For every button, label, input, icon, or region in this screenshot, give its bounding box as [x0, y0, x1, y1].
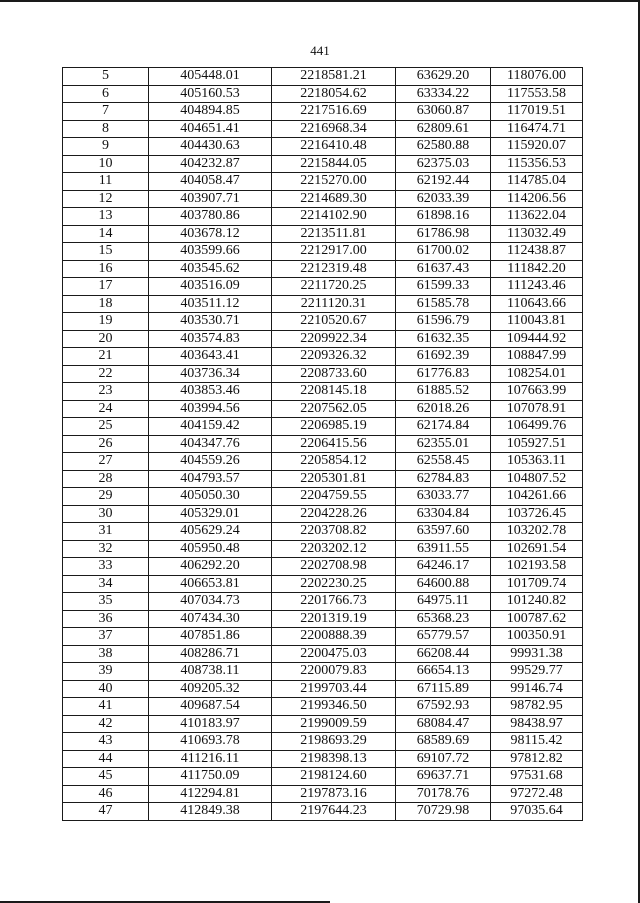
table-cell: 2204759.55 [272, 488, 396, 506]
table-cell: 404232.87 [149, 155, 272, 173]
table-body [63, 68, 583, 821]
table-cell: 61700.02 [396, 243, 491, 261]
table-cell: 2216410.48 [272, 138, 396, 156]
table-cell: 13 [63, 208, 149, 226]
coordinate-table [62, 67, 583, 821]
table-cell: 404159.42 [149, 418, 272, 436]
table-cell: 2199009.59 [272, 715, 396, 733]
table-cell: 403574.83 [149, 330, 272, 348]
table-cell: 117019.51 [491, 103, 583, 121]
table-cell: 98115.42 [491, 733, 583, 751]
table-cell: 2209922.34 [272, 330, 396, 348]
table-cell: 63597.60 [396, 523, 491, 541]
table-cell: 16 [63, 260, 149, 278]
table-cell: 41 [63, 698, 149, 716]
table-row [63, 103, 583, 121]
table-cell: 23 [63, 383, 149, 401]
table-cell: 61585.78 [396, 295, 491, 313]
table-row [63, 733, 583, 751]
table-cell: 35 [63, 593, 149, 611]
table-cell: 107663.99 [491, 383, 583, 401]
table-cell: 111243.46 [491, 278, 583, 296]
table-cell: 2206985.19 [272, 418, 396, 436]
table-cell: 63334.22 [396, 85, 491, 103]
table-cell: 2201766.73 [272, 593, 396, 611]
table-cell: 2215270.00 [272, 173, 396, 191]
table-cell: 2199346.50 [272, 698, 396, 716]
table-row [63, 540, 583, 558]
table-cell: 112438.87 [491, 243, 583, 261]
table-cell: 102193.58 [491, 558, 583, 576]
table-cell: 47 [63, 803, 149, 821]
table-cell: 407434.30 [149, 610, 272, 628]
table-row [63, 190, 583, 208]
table-cell: 62580.88 [396, 138, 491, 156]
table-cell: 67115.89 [396, 680, 491, 698]
table-cell: 404559.26 [149, 453, 272, 471]
table-cell: 19 [63, 313, 149, 331]
table-cell: 113622.04 [491, 208, 583, 226]
table-cell: 63304.84 [396, 505, 491, 523]
table-cell: 403511.12 [149, 295, 272, 313]
table-cell: 110643.66 [491, 295, 583, 313]
table-row [63, 330, 583, 348]
table-cell: 36 [63, 610, 149, 628]
table-cell: 61596.79 [396, 313, 491, 331]
table-cell: 2202230.25 [272, 575, 396, 593]
table-cell: 99529.77 [491, 663, 583, 681]
table-row [63, 138, 583, 156]
table-cell: 39 [63, 663, 149, 681]
table-cell: 2207562.05 [272, 400, 396, 418]
table-row [63, 715, 583, 733]
table-cell: 114785.04 [491, 173, 583, 191]
table-cell: 11 [63, 173, 149, 191]
table-cell: 405950.48 [149, 540, 272, 558]
table-row [63, 208, 583, 226]
table-cell: 62809.61 [396, 120, 491, 138]
table-cell: 9 [63, 138, 149, 156]
table-cell: 404347.76 [149, 435, 272, 453]
table-cell: 62558.45 [396, 453, 491, 471]
table-cell: 65779.57 [396, 628, 491, 646]
table-row [63, 610, 583, 628]
table-cell: 409205.32 [149, 680, 272, 698]
table-cell: 2208145.18 [272, 383, 396, 401]
scan-border-top [0, 0, 640, 2]
table-row [63, 470, 583, 488]
table-cell: 61885.52 [396, 383, 491, 401]
table-cell: 404894.85 [149, 103, 272, 121]
table-cell: 403516.09 [149, 278, 272, 296]
table-row [63, 225, 583, 243]
table-cell: 63033.77 [396, 488, 491, 506]
table-cell: 40 [63, 680, 149, 698]
table-row [63, 365, 583, 383]
table-cell: 97272.48 [491, 785, 583, 803]
table-cell: 403599.66 [149, 243, 272, 261]
table-cell: 409687.54 [149, 698, 272, 716]
table-cell: 404793.57 [149, 470, 272, 488]
table-cell: 62174.84 [396, 418, 491, 436]
table-cell: 61632.35 [396, 330, 491, 348]
table-cell: 403736.34 [149, 365, 272, 383]
table-cell: 62018.26 [396, 400, 491, 418]
table-cell: 97812.82 [491, 750, 583, 768]
table-cell: 64975.11 [396, 593, 491, 611]
table-cell: 22 [63, 365, 149, 383]
table-cell: 98438.97 [491, 715, 583, 733]
table-cell: 2217516.69 [272, 103, 396, 121]
table-row [63, 575, 583, 593]
table-cell: 66208.44 [396, 645, 491, 663]
table-cell: 103726.45 [491, 505, 583, 523]
table-cell: 8 [63, 120, 149, 138]
table-cell: 103202.78 [491, 523, 583, 541]
table-cell: 65368.23 [396, 610, 491, 628]
table-row [63, 173, 583, 191]
table-cell: 2198124.60 [272, 768, 396, 786]
table-row [63, 120, 583, 138]
table-cell: 24 [63, 400, 149, 418]
table-row [63, 453, 583, 471]
table-row [63, 680, 583, 698]
table-cell: 2203708.82 [272, 523, 396, 541]
table-cell: 2205301.81 [272, 470, 396, 488]
table-cell: 7 [63, 103, 149, 121]
table-cell: 404058.47 [149, 173, 272, 191]
table-cell: 61898.16 [396, 208, 491, 226]
table-cell: 403530.71 [149, 313, 272, 331]
table-cell: 110043.81 [491, 313, 583, 331]
table-cell: 405448.01 [149, 68, 272, 86]
table-cell: 70178.76 [396, 785, 491, 803]
table-cell: 101709.74 [491, 575, 583, 593]
table-cell: 2199703.44 [272, 680, 396, 698]
table-row [63, 558, 583, 576]
table-cell: 61692.39 [396, 348, 491, 366]
table-cell: 410693.78 [149, 733, 272, 751]
table-cell: 403907.71 [149, 190, 272, 208]
table-cell: 2210520.67 [272, 313, 396, 331]
table-cell: 43 [63, 733, 149, 751]
table-cell: 99146.74 [491, 680, 583, 698]
table-cell: 107078.91 [491, 400, 583, 418]
table-cell: 115920.07 [491, 138, 583, 156]
table-cell: 44 [63, 750, 149, 768]
table-cell: 108847.99 [491, 348, 583, 366]
table-row [63, 505, 583, 523]
table-cell: 115356.53 [491, 155, 583, 173]
table-cell: 412849.38 [149, 803, 272, 821]
table-row [63, 803, 583, 821]
table-row [63, 243, 583, 261]
table-cell: 62033.39 [396, 190, 491, 208]
table-row [63, 418, 583, 436]
table-cell: 104261.66 [491, 488, 583, 506]
table-row [63, 663, 583, 681]
table-cell: 61776.83 [396, 365, 491, 383]
table-row [63, 768, 583, 786]
table-cell: 404651.41 [149, 120, 272, 138]
table-row [63, 85, 583, 103]
table-cell: 114206.56 [491, 190, 583, 208]
table-cell: 108254.01 [491, 365, 583, 383]
table-cell: 29 [63, 488, 149, 506]
table-cell: 6 [63, 85, 149, 103]
table-cell: 2205854.12 [272, 453, 396, 471]
table-cell: 61599.33 [396, 278, 491, 296]
table-cell: 38 [63, 645, 149, 663]
table-cell: 62375.03 [396, 155, 491, 173]
table-row [63, 488, 583, 506]
table-cell: 98782.95 [491, 698, 583, 716]
table-cell: 411750.09 [149, 768, 272, 786]
table-cell: 2200475.03 [272, 645, 396, 663]
table-cell: 62192.44 [396, 173, 491, 191]
table-cell: 406292.20 [149, 558, 272, 576]
table-cell: 2200079.83 [272, 663, 396, 681]
table-cell: 70729.98 [396, 803, 491, 821]
table-cell: 30 [63, 505, 149, 523]
table-cell: 68084.47 [396, 715, 491, 733]
table-row [63, 785, 583, 803]
table-cell: 15 [63, 243, 149, 261]
table-row [63, 698, 583, 716]
table-cell: 2200888.39 [272, 628, 396, 646]
table-row [63, 68, 583, 86]
table-cell: 101240.82 [491, 593, 583, 611]
table-cell: 2218581.21 [272, 68, 396, 86]
table-cell: 2216968.34 [272, 120, 396, 138]
table-cell: 2214102.90 [272, 208, 396, 226]
table-cell: 2203202.12 [272, 540, 396, 558]
table-cell: 2215844.05 [272, 155, 396, 173]
table-cell: 2208733.60 [272, 365, 396, 383]
table-cell: 410183.97 [149, 715, 272, 733]
table-row [63, 435, 583, 453]
table-cell: 403643.41 [149, 348, 272, 366]
table-cell: 12 [63, 190, 149, 208]
table-cell: 14 [63, 225, 149, 243]
table-cell: 403678.12 [149, 225, 272, 243]
table-cell: 63629.20 [396, 68, 491, 86]
table-cell: 403545.62 [149, 260, 272, 278]
table-cell: 2201319.19 [272, 610, 396, 628]
table-cell: 106499.76 [491, 418, 583, 436]
table-cell: 111842.20 [491, 260, 583, 278]
table-cell: 27 [63, 453, 149, 471]
table-cell: 64246.17 [396, 558, 491, 576]
table-cell: 109444.92 [491, 330, 583, 348]
table-cell: 406653.81 [149, 575, 272, 593]
table-cell: 2204228.26 [272, 505, 396, 523]
table-cell: 405629.24 [149, 523, 272, 541]
page-number: 441 [310, 43, 330, 58]
table-cell: 18 [63, 295, 149, 313]
table-cell: 411216.11 [149, 750, 272, 768]
table-cell: 113032.49 [491, 225, 583, 243]
table-cell: 104807.52 [491, 470, 583, 488]
table-cell: 2212319.48 [272, 260, 396, 278]
table-cell: 105363.11 [491, 453, 583, 471]
table-row [63, 383, 583, 401]
table-cell: 61786.98 [396, 225, 491, 243]
table-cell: 5 [63, 68, 149, 86]
table-cell: 2198398.13 [272, 750, 396, 768]
table-cell: 66654.13 [396, 663, 491, 681]
table-row [63, 750, 583, 768]
table-row [63, 348, 583, 366]
table-row [63, 400, 583, 418]
table-cell: 67592.93 [396, 698, 491, 716]
table-cell: 2206415.56 [272, 435, 396, 453]
table-cell: 33 [63, 558, 149, 576]
table-cell: 28 [63, 470, 149, 488]
table-cell: 102691.54 [491, 540, 583, 558]
table-row [63, 313, 583, 331]
table-cell: 10 [63, 155, 149, 173]
table-row [63, 523, 583, 541]
table-cell: 407034.73 [149, 593, 272, 611]
table-cell: 116474.71 [491, 120, 583, 138]
table-row [63, 645, 583, 663]
table-cell: 2197644.23 [272, 803, 396, 821]
table-row [63, 295, 583, 313]
table-cell: 2218054.62 [272, 85, 396, 103]
table-cell: 2211120.31 [272, 295, 396, 313]
table-cell: 404430.63 [149, 138, 272, 156]
table-cell: 26 [63, 435, 149, 453]
table-cell: 68589.69 [396, 733, 491, 751]
table-cell: 117553.58 [491, 85, 583, 103]
table-cell: 405050.30 [149, 488, 272, 506]
table-cell: 46 [63, 785, 149, 803]
table-cell: 403780.86 [149, 208, 272, 226]
table-row [63, 278, 583, 296]
table-cell: 42 [63, 715, 149, 733]
table-cell: 97531.68 [491, 768, 583, 786]
table-cell: 62784.83 [396, 470, 491, 488]
table-cell: 2214689.30 [272, 190, 396, 208]
table-cell: 34 [63, 575, 149, 593]
table-cell: 25 [63, 418, 149, 436]
table-cell: 408738.11 [149, 663, 272, 681]
table-cell: 32 [63, 540, 149, 558]
table-cell: 403994.56 [149, 400, 272, 418]
table-cell: 118076.00 [491, 68, 583, 86]
table-cell: 2209326.32 [272, 348, 396, 366]
table-cell: 20 [63, 330, 149, 348]
table-cell: 105927.51 [491, 435, 583, 453]
table-cell: 21 [63, 348, 149, 366]
table-cell: 100787.62 [491, 610, 583, 628]
table-cell: 61637.43 [396, 260, 491, 278]
table-cell: 99931.38 [491, 645, 583, 663]
table-cell: 17 [63, 278, 149, 296]
table-cell: 2202708.98 [272, 558, 396, 576]
table-cell: 63060.87 [396, 103, 491, 121]
table-cell: 405160.53 [149, 85, 272, 103]
table-cell: 63911.55 [396, 540, 491, 558]
table-cell: 2213511.81 [272, 225, 396, 243]
table-cell: 407851.86 [149, 628, 272, 646]
table-cell: 37 [63, 628, 149, 646]
table-row [63, 260, 583, 278]
table-row [63, 155, 583, 173]
table-cell: 408286.71 [149, 645, 272, 663]
table-cell: 69637.71 [396, 768, 491, 786]
table-row [63, 593, 583, 611]
table-cell: 64600.88 [396, 575, 491, 593]
table-cell: 69107.72 [396, 750, 491, 768]
table-cell: 62355.01 [396, 435, 491, 453]
table-cell: 405329.01 [149, 505, 272, 523]
table-cell: 2212917.00 [272, 243, 396, 261]
table-cell: 2211720.25 [272, 278, 396, 296]
table-cell: 403853.46 [149, 383, 272, 401]
table-cell: 97035.64 [491, 803, 583, 821]
table-cell: 2198693.29 [272, 733, 396, 751]
table-cell: 31 [63, 523, 149, 541]
table-cell: 100350.91 [491, 628, 583, 646]
table-cell: 2197873.16 [272, 785, 396, 803]
table-cell: 412294.81 [149, 785, 272, 803]
table-row [63, 628, 583, 646]
table-cell: 45 [63, 768, 149, 786]
